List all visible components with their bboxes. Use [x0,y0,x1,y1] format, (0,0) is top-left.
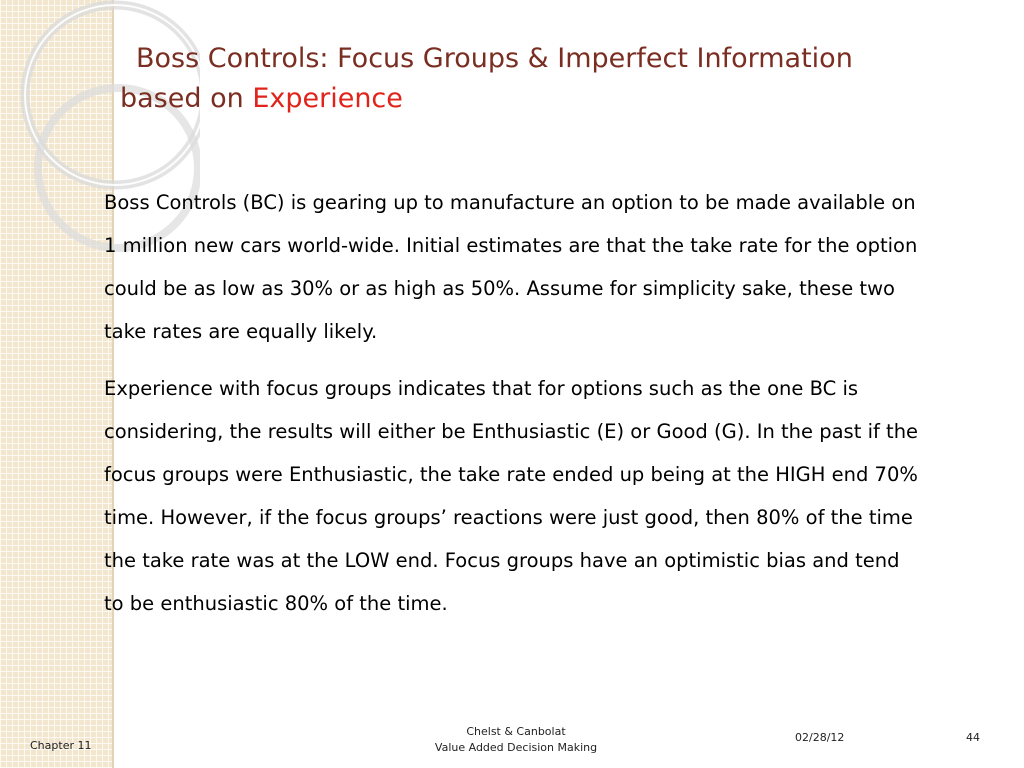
title-line-2 [120,76,940,122]
paragraph-focus-groups: Experience with focus groups indicates that for options such as the one BC is considering, the results will either be Enthusiastic (E) or Good (G). In the past if the focus groups were Enthusiastic, the take rate ended up being at the HIGH end 70% time. However, if the focus groups’ reactions were just good, then 80% of the time the take rate was at the LOW end. Focus groups have an optimistic bias and tend to be enthusiastic 80% of the time. [104,377,919,615]
footer-date: 02/28/12 [795,731,845,744]
footer-authors: Chelst & Canbolat [466,725,566,738]
footer-chapter: Chapter 11 [30,739,92,752]
paragraph-intro: Boss Controls (BC) is gearing up to manufacture an option to be made available on 1 million new cars world-wide. Initial estimates are that the take rate for the option could be as low as 30% or as high as 50%. Assume for simplicity sake, these two take rates are equally likely. [104,191,918,343]
title-line-2-prefix: based on [120,83,253,114]
page-number: 44 [966,731,980,744]
title-line-1: Boss Controls: Focus Groups & Imperfect Information [136,43,853,74]
slide-title [120,36,940,122]
footer-book-title: Value Added Decision Making [434,741,598,754]
footer-credits [416,724,616,756]
slide-body [104,181,924,625]
title-accent-word: Experience [252,83,403,114]
